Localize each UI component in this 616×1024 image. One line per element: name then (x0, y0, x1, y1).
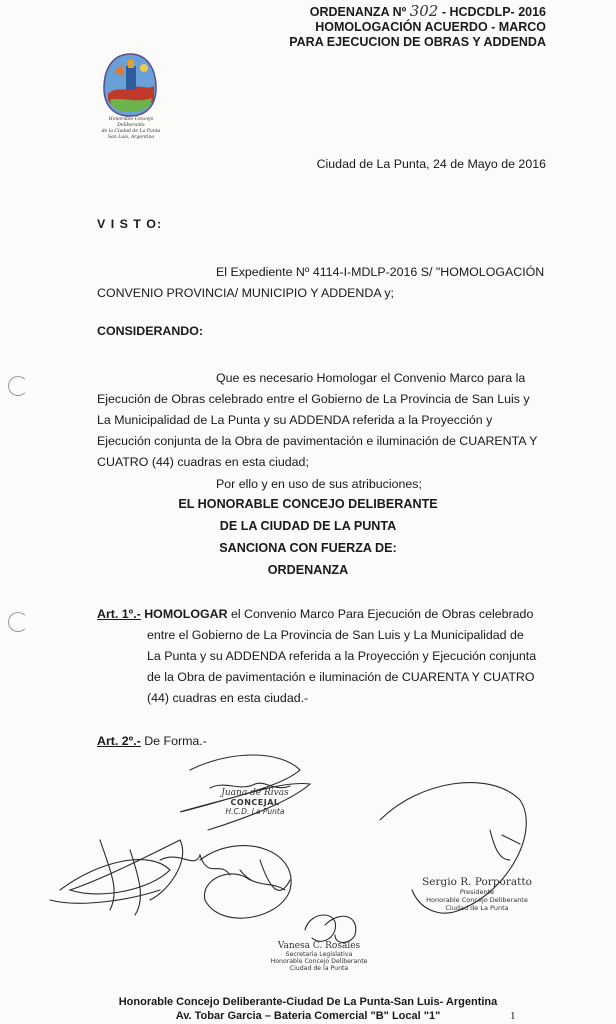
sanction-line-4: ORDENANZA (267, 563, 349, 577)
concejal-name: Juana de Rivas (221, 788, 289, 798)
considerando-heading: CONSIDERANDO: (97, 324, 204, 338)
concejal-org: H.C.D. La Punta (225, 807, 285, 816)
article-1 (97, 604, 545, 625)
secretary-name: Vanesa C. Rosales (277, 941, 361, 951)
sanction-line-2: DE LA CIUDAD DE LA PUNTA (219, 519, 397, 533)
stamp-secretary (264, 941, 374, 972)
secretary-org-2: Ciudad de la Punta (289, 965, 349, 972)
visto-line-1: El Expediente Nº 4114-I-MDLP-2016 S/ "HOMOLOGACIÓN (216, 265, 545, 279)
ordinance-number-line (289, 4, 546, 20)
article-1-line-2: entre el Gobierno de La Provincia de San Luis y La Municipalidad de (147, 628, 524, 642)
article-1-line-4: de la Obra de pavimentación e iluminación de CUARENTA Y CUATRO (147, 670, 535, 684)
signature-secretary (305, 915, 356, 943)
stamp-concejal (210, 788, 300, 816)
sanction-line-1: EL HONORABLE CONCEJO DELIBERANTE (178, 497, 438, 511)
president-name: Sergio R. Porporatto (422, 876, 532, 888)
article-1-line-5: (44) cuadras en esta ciudad.- (147, 691, 309, 705)
punch-hole-top (8, 376, 28, 396)
footer-line-2: Av. Tobar Garcia – Bateria Comercial "B" Local "1" (175, 1010, 441, 1022)
logo-caption-line-3: San Luis, Argentina (107, 135, 155, 140)
stamp-president (412, 876, 542, 912)
considerando-line-4: Ejecución conjunta de la Obra de pavimentación e iluminación de CUARENTA Y (97, 434, 538, 448)
sanction-line-3: SANCIONA CON FUERZA DE: (219, 541, 397, 555)
ordinance-suffix: - HCDCDLP- 2016 (441, 5, 546, 19)
subject-line-1: HOMOLOGACIÓN ACUERDO - MARCO (315, 20, 546, 34)
subject-line-2: PARA EJECUCION DE OBRAS Y ADDENDA (289, 35, 546, 49)
logo-caption-line-2: de la Ciudad de La Punta (101, 129, 161, 134)
secretary-org-1: Honorable Concejo Deliberante (270, 958, 368, 965)
article-2-text: De Forma.- (140, 734, 207, 748)
visto-heading: V I S T O: (97, 217, 163, 231)
secretary-title: Secretaria Legislativa (285, 951, 353, 958)
president-org-1: Honorable Concejo Deliberante (426, 896, 528, 904)
ordinance-number: 302 (409, 2, 439, 20)
considerando-paragraph (97, 368, 545, 473)
place-date: Ciudad de La Punta, 24 de Mayo de 2016 (316, 157, 546, 171)
concejal-title: CONCEJAL (230, 798, 280, 807)
visto-line-2: CONVENIO PROVINCIA/ MUNICIPIO Y ADDENDA y; (97, 286, 394, 300)
logo-caption (96, 117, 166, 141)
considerando-line-5: CUATRO (44) cuadras en esta ciudad; (97, 455, 309, 469)
footer (0, 995, 616, 1023)
footer-line-1: Honorable Concejo Deliberante-Ciudad De La Punta-San Luis- Argentina (118, 996, 498, 1008)
president-title: Presidente (459, 888, 495, 896)
article-1-label: Art. 1º.- (97, 607, 141, 621)
signature-middle (200, 846, 291, 919)
considerando-line-2: Ejecución de Obras celebrado entre el Gobierno de La Provincia de San Luis y (97, 392, 530, 406)
logo-caption-line-1: Honorable Concejo Deliberante (108, 117, 154, 128)
article-1-body (147, 625, 545, 709)
president-org-2: Ciudad de La Punta (445, 904, 509, 912)
article-1-line-3: La Punta y su ADDENDA referida a la Proyección y Ejecución conjunta (147, 649, 537, 663)
signature-left (60, 840, 183, 900)
por-ello-line: Por ello y en uso de sus atribuciones; (216, 477, 422, 491)
signatures-area (40, 740, 560, 970)
article-2-label: Art. 2º.- (97, 734, 141, 748)
page-number: 1 (510, 1010, 516, 1022)
considerando-line-3: La Municipalidad de La Punta y su ADDENDA referida a la Proyección y (97, 413, 493, 427)
article-1-line-1: el Convenio Marco Para Ejecución de Obras celebrado (227, 607, 534, 621)
considerando-line-1: Que es necesario Homologar el Convenio Marco para la (216, 371, 526, 385)
ordinance-header (289, 4, 546, 50)
punch-hole-bottom (8, 612, 28, 632)
article-1-verb: HOMOLOGAR (144, 607, 228, 621)
ordinance-prefix: ORDENANZA Nº (309, 5, 407, 19)
